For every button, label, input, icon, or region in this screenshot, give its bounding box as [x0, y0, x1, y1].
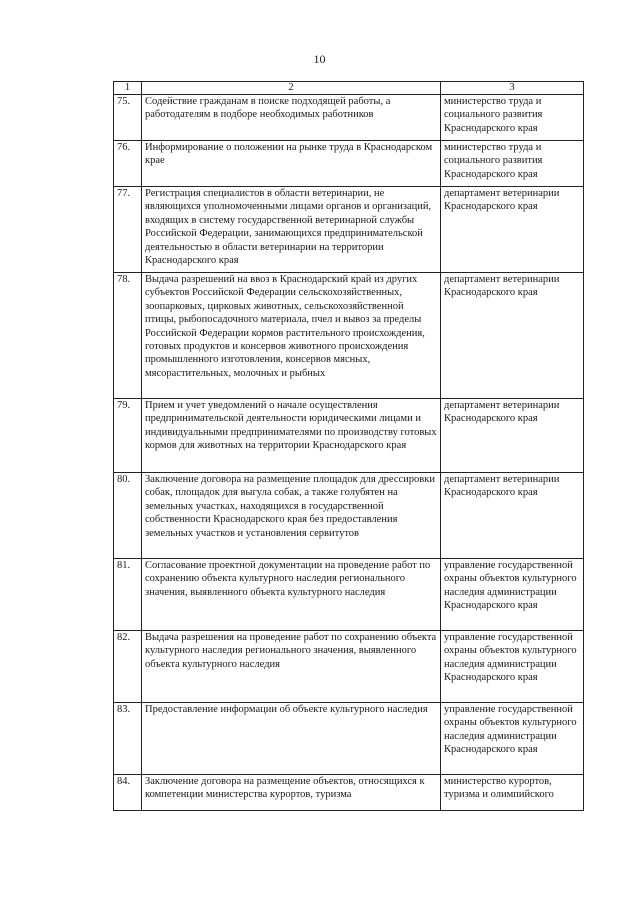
- service-name: Заключение договора на размещение площадок для дрессировки собак, площадок для выгула собак, а также голубятен на земельных участках, находящихся в государственной собственности Краснодарского края без предоставления земельных участков и установления сервитутов: [142, 473, 441, 559]
- page-number: 10: [313, 52, 326, 66]
- table-row: [114, 273, 584, 399]
- row-number: 75.: [114, 95, 142, 141]
- table-header-row: [114, 82, 584, 95]
- agency-name: департамент ветеринарии Краснодарского края: [441, 273, 584, 399]
- service-name: Предоставление информации об объекте культурного наследия: [142, 703, 441, 775]
- row-number: 76.: [114, 141, 142, 187]
- agency-name: управление государственной охраны объектов культурного наследия администрации Краснодарского края: [441, 703, 584, 775]
- table-row: [114, 141, 584, 187]
- table-row: [114, 775, 584, 811]
- row-number: 81.: [114, 559, 142, 631]
- row-number: 84.: [114, 775, 142, 811]
- service-name: Выдача разрешения на проведение работ по сохранению объекта культурного наследия регионального значения, выявленного объекта культурного наследия: [142, 631, 441, 703]
- table-row: [114, 631, 584, 703]
- table-row: [114, 95, 584, 141]
- column-header-3: 3: [441, 82, 584, 95]
- column-header-1: 1: [114, 82, 142, 95]
- service-name: Заключение договора на размещение объектов, относящихся к компетенции министерства курортов, туризма: [142, 775, 441, 811]
- table-row: [114, 703, 584, 775]
- table-row: [114, 187, 584, 273]
- service-name: Информирование о положении на рынке труда в Краснодарском крае: [142, 141, 441, 187]
- service-name: Прием и учет уведомлений о начале осуществления предпринимательской деятельности юридическими лицами и индивидуальными предпринимателями по производству готовых кормов для животных на территории Краснодарского края: [142, 399, 441, 473]
- agency-name: департамент ветеринарии Краснодарского края: [441, 187, 584, 273]
- table-row: [114, 559, 584, 631]
- agency-name: министерство труда и социального развития Краснодарского края: [441, 141, 584, 187]
- service-name: Согласование проектной документации на проведение работ по сохранению объекта культурного наследия регионального значения, выявленного объекта культурного наследия: [142, 559, 441, 631]
- agency-name: управление государственной охраны объектов культурного наследия администрации Краснодарского края: [441, 631, 584, 703]
- service-name: Регистрация специалистов в области ветеринарии, не являющихся уполномоченными лицами органов и организаций, входящих в систему государственной ветеринарной службы Российской Федерации, занимающихся предпринимательской деятельностью в области ветеринарии на территории Краснодарского края: [142, 187, 441, 273]
- agency-name: министерство труда и социального развития Краснодарского края: [441, 95, 584, 141]
- table-row: [114, 399, 584, 473]
- services-table: [113, 81, 584, 811]
- row-number: 83.: [114, 703, 142, 775]
- row-number: 82.: [114, 631, 142, 703]
- row-number: 79.: [114, 399, 142, 473]
- row-number: 78.: [114, 273, 142, 399]
- service-name: Содействие гражданам в поиске подходящей работы, а работодателям в подборе необходимых работников: [142, 95, 441, 141]
- agency-name: министерство курортов, туризма и олимпийского: [441, 775, 584, 811]
- column-header-2: 2: [142, 82, 441, 95]
- table-row: [114, 473, 584, 559]
- agency-name: управление государственной охраны объектов культурного наследия администрации Краснодарского края: [441, 559, 584, 631]
- agency-name: департамент ветеринарии Краснодарского края: [441, 399, 584, 473]
- row-number: 80.: [114, 473, 142, 559]
- agency-name: департамент ветеринарии Краснодарского края: [441, 473, 584, 559]
- service-name: Выдача разрешений на ввоз в Краснодарский край из других субъектов Российской Федерации сельскохозяйственных, зоопарковых, цирковых животных, сельскохозяйственной птицы, рыбопосадочного материала, пчел и вывоз за пределы Российской Федерации кормов растительного происхождения, готовых продуктов и консервов животного происхождения промышленного изготовления, консервов мясных, мясорастительных, молочных и рыбных: [142, 273, 441, 399]
- row-number: 77.: [114, 187, 142, 273]
